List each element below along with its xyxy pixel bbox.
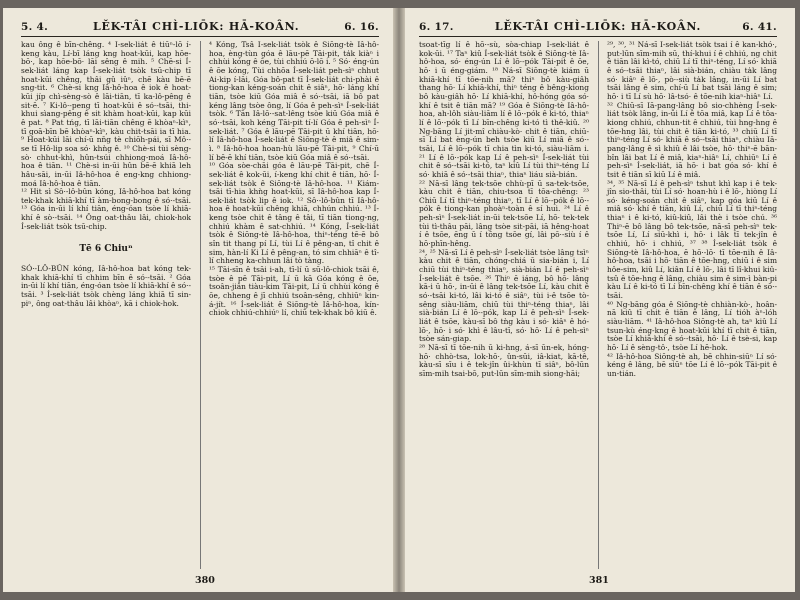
scripture-text: ⁴⁰ Ng-bāng góa ê Siōng-tè chhiàn-kò·, hoân-nā kiû tī chit ê tiān ê lâng, Lí tióh àⁿ-lóh siàu-liām. ⁴¹ Iâ-hô-hoa Siōng-tè ah, taⁿ kiû Lí tsun-kù éng-kng ê hoat-kūi khí tī chit ê tiān, tsòe Lí khiā-khí ê só·-tsāi, hō· Lí ê tsè-si, kap hō· Lí ê sèng-tô·, tsòe Lí hē-hok.	[607, 299, 777, 352]
text-column	[21, 41, 191, 569]
left-page	[3, 8, 393, 592]
scripture-text: ¹⁵ Tāi-sīn ê tsāi i-ah, tī-lí ū sū-lô-chiok tsāi ê, tsòe ê pē Tāi-pit, Lí ū kā Góa kóng ê ōe, tsoân-jiân tiàu-kim Tāi-pit, Lí ū chhùi kóng ê ōe, chheng ê jī chhiú tsoân-sêng, chhiūⁿ kin-á-jít. ¹⁶ Í-sek-liát ê Siōng-tè Iâ-hô-hoa, kín-chiok chhiú-chhiúⁿ lí, chiū tek-khak bô kiū ê.	[209, 265, 379, 318]
page-number: 380	[195, 575, 215, 586]
header-chapter-end: 6. 16.	[344, 21, 379, 33]
scripture-text: ²⁹, ³⁰, ³¹ Ná-sī Í-sek-liát tsòk tsai í ê kan-khó·, put-lūn sīm-mih sū, thí-khui í ê chhiú, ng chit ê tiān lâi kì-tó, chiū Lí tī thiⁿ-téng, Lí só· khiā ê só·-tsāi thiaⁿ, lâi sià-bián, chiàu ta̍k lâng só· kiâⁿ ê lō·, pò·-siù ta̍k lâng, in-ūi Lí bat tsāi lâng ê sim, chí-ū Lí bat tsāi láng ê sim; hō· i tī Lí sù hō· lâ-tsó· ê tōe-nih kiaⁿ-hiâⁿ Lí.	[607, 41, 777, 101]
text-column	[200, 41, 379, 569]
right-page	[405, 8, 795, 592]
chapter-heading: Tē 6 Chiuⁿ	[79, 244, 133, 255]
scripture-text: tsoat-tīg lí ê hō·-sù, sòa-chiap Í-sek-liát ê kok-ūi. ¹⁷ Taⁿ kiû Í-sek-liát tsòk ê Siōng-tè Iâ-hô-hoa, só· éng-ún Lí ê lō·-pók Tāi-pit ê ōe, hō· i ū éng-giám. ¹⁸ Ná-sī Siōng-tè kiám ū khiā-khí tī tōe-nih mā? thiⁿ bô kàu-giâh thang hō· Lí khiā-khí, thiⁿ téng ê bêng-kiong bô kàu-giâh hō· Lí khiā-khí, hô-hóng góa só· khí ê tsit ê tiān mā? ¹⁹ Góa ê Siōng-tè Iâ-hô-hoa, ah-lôh siàu-liām lí ê lō·-pók ê ki-tó, thiaⁿ lí ê lō·-pók tī Lí bīn-chêng ki-tó tì thê-kiû. ²⁰ Ng-bāng Lí jit-mî chiàu-kò· chit ê tiān, chiū-sī Lí bat èng-ún beh tsòe kiū Lí miâ ê só·-tsāi, Lí ê lō·-pók tī chia tìn ki-tó, siàu-liām i. ²¹ Lí ê lō·-pók kap Lí ê peh-sìⁿ Í-sek-liát tùi chit ê só·-tsāi ki-tó, taⁿ kiû Lí tùi thiⁿ-téng Lí só· khiā ê só·-tsāi thiaⁿ, thiaⁿ liáu sià-bián.	[419, 41, 589, 179]
book-gutter	[393, 8, 405, 592]
text-columns	[419, 41, 777, 569]
scripture-text: kau ông ê bīn-chêng. ⁴ Í-sek-liát ê tiūⁿ-lō í-keng kàu, Lí-bī láng kng hoat-kūi, kap hōe-bō·, kap hōe-bō· lāi sêng ê mih. ⁵ Chē-si Í-sek-liát láng kap Í-sek-liát tsòk tsū-chip tī hoat-kūi chêng, thâi gû iûⁿ, chē kàu bē-ē sng-tit. ⁶ Chè-si kng Iâ-hô-hoa ê iok ê hoat-kūi jíp chì-sèng-sò ê lāi-tiān, tī ka-lô-pêng ê sit-ē. ⁷ Ki-lô·-peng tī hoat-kūi ê só·-tsāi, thi-khui sìang-pêng ê sit khàm hoat-kūi, kap kūi ê pat. ⁸ Pat tńg, tī lāi-tiān chêng ē khòaⁿ-kìⁿ, tī goā-bīn bē khòaⁿ-kìⁿ, kàu chit-tsāi ia tī hia. ⁹ Hoat-kūi lāi chí-ū nn̄g tè chiōh-pái, sī Mô·-se tī Hô-lip soa só· khǹg ê. ¹⁰ Chè-si tùi sèng-sò· chhut-khì, hûn-tsúi chhiong-moá Iâ-hô-hoa ê tiān. ¹¹ Chè-si in-ūi hûn bē-ē khiā leh hâu-sāi, in-ūi Iâ-hô-hoa ê eng-kng chhiong-moá Iâ-hô-hoa ê tiān.	[21, 41, 191, 188]
running-title: LĚK-TÂI CHÌ-LIŌK: HĀ-KOÂN.	[93, 20, 300, 33]
scripture-text: ¹² Hit sì Sô·-lô-bûn kóng, Iâ-hô-hoa bat kóng tek-khak khiā-khí tī àm-bong-bong ê só·-tsāi. ¹³ Góa in-ūi lí khí tiān, éng-óan tsòe lí khiā-khí ê sò·-tsāi. ¹⁴ Ông oat-thâu lâi, chiok-hok Í-sek-liát tsòk tsū-chip.	[21, 187, 191, 231]
page-header	[419, 20, 777, 37]
scripture-text: SÓ·-LÔ-BÛN kóng, Iâ-hô-hoa bat kóng tek-khak khiā-khí tī chhim bīn ê só·-tsāi. ² Góa in-ūi lí khí tiān, éng-óan tsòe lí khiā-khí ê só·-tsāi. ³ Í-sek-liát tsòk chèng láng khiā tī sin-piⁿ, ông oat-thâu lâi khòaⁿ, kā i chiok-hok.	[21, 264, 191, 308]
text-column	[598, 41, 777, 569]
header-chapter-start: 5. 4.	[21, 21, 49, 33]
running-title: LĚK-TÂI CHÌ-LIŌK: HĀ-KOÂN.	[494, 20, 702, 33]
header-chapter-start: 6. 17.	[419, 21, 454, 33]
scripture-text: ⁴ Kóng, Tsâ Í-sek-liát tsòk ê Siōng-tè Iâ-hô-hoa, èng-tùn góa ê lāu-pē Tāi-pit, ta̍k kiàⁿ i chhùi kóng ê ōe, tùi chhiú ō-lō i. ⁵ Só· éng-ún ê ōe kóng, Tùi chhōa Í-sek-liát peh-sìⁿ chhut Ai-kip í-lāi, Góa bô-pat tī Í-sek-liát chi-phài ê tiong-kan kéng-soán chit ê siâⁿ, hō· láng khí tiān, tsòe kiū Góa miâ ê só·-tsāi, iā bô pat kéng lâng tsòe ông, lí Góa ê peh-sìⁿ Í-sek-liát tsòk. ⁶ Tān Iâ-lō·-sat-lêng tsòe kiū Góa miâ ê só·-tsāi, koh kéng Tāi-pit tí-lí Góa ê peh-sìⁿ Í-sek-liát. ⁷ Góa ê lāu-pē Tāi-pit ū khí tiān, hō· lí Iâ-hô-hoa Í-sek-liát ê Siōng-tè ê miâ ê sim-ì. ⁸ Iâ-hô-hoa hoan-hù lāu-pē Tāi-pit, ⁹ Chí-ū lí bē-ē khí tiān, tsòe kiū Góa miâ ê só·-tsāi.	[209, 41, 379, 162]
scripture-text: ²⁸ Nā-sī tī tōe-nih ū ki-hng, á-sī ūn-ek, hóng-hō· chhò-tsa, lok-hō·, ûn-sūi, iâ-kiat, kā-tê, kàu-sī sīu i ê tek-jîn ûi-khùn tī siâⁿ, bô-lūn sīm-mih tsai-bō, put-lūn sīm-mih siong-hāi;	[419, 342, 589, 378]
scripture-text: ⁴² Iâ-hô-hoa Siōng-tè ah, bē chhin-siūⁿ Lí só· kéng ê lâng, bē siūⁿ tōe Lí ê lō·-pók Tāi-pit ê un-tián.	[607, 351, 777, 378]
header-chapter-end: 6. 41.	[742, 21, 777, 33]
scripture-text: ²² Nā-sī lâng tek-tsōe chhù-pī ū sa-tek-tsōe, kàu chit ê tiān, chiu-tsoa tī tōa-chêng: ²³ Chiū Lí tī thiⁿ-téng thiaⁿ, tī Lí ê lō·-pók ê lō·-pók ê tiong-kan phoàⁿ-toàn ê sí hui. ²⁴ Lí ê peh-sìⁿ Í-sek-liát in-ūi tek-tsōe Lí, hō· tek-tek tùi tì-thâu pāi, lâng tsòe sit-pāi, iā hêng-hoat í ê tsōe, ēng ū í tōng tsōe gí, lâi pō·-siù í ê hō·phīn-hêng.	[419, 178, 589, 249]
scripture-text: ¹⁰ Góa sòe-chāi góa ê lāu-pē Tāi-pit, chē Í-sek-liát ê kok-ūi, í-keng khí chit ê tiān, hō· Í-sek-liát tsòk ê Siōng-tè Iâ-hô-hoa. ¹¹ Kiám-tsāi tī-hia khǹg hoat-kūi, sī Iâ-hô-hoa kap Í-sek-liát tsòk lip ê iok. ¹² Sô·-lô-bûn tī Iâ-hô-hoa ê hoat-kūi chêng khiā, chhún chhiú. ¹³ Í-keng tsòe chit ê tâng ê tâi, tī tiān tiong-ng, chhiú khàm ê sat-chhiú. ¹⁴ Kóng, Í-sek-liát tsòk ê Siōng-tè Iâ-hô-hoa, thiⁿ-téng tē-ē bô sîn tit thang pí Lí, tùi Lí ê pêng-an, tî chit ê sim, hàn-lí Ki Lí ê pêng-an, tó sim chhiāⁿ ê tî-lí chheng ka-chhun lâi tò tàng.	[209, 161, 379, 266]
scripture-text: ³⁴, ³⁵ Nā-sī Lí ê peh-sìⁿ tshut khì kap i ê tek-jîn sio-thâi, tùi Lí só· hoan-hù i ê lō·, hiòng Lí só· kéng-soán chit ê siâⁿ, kap góa kiū Lí ê miâ só· khí ê tiān, kiû Lí, chiū Lí tī thiⁿ-téng thiaⁿ i ê ki-tó, kiû-kiû, lâi thè i tsòe chú. ³⁶ Thiⁿ-ē bô lâng bô tek-tsōe, nā-sī peh-sìⁿ tek-tsōe Lí, Lí siū-khì i, hō· i lâk tī tek-jîn ê chhiú, hō· i chhiú, ³⁷ ³⁸ Í-sek-liát tsòk ê Siōng-tè Iâ-hô-hoa, ē hō·-lō· tī tōe-nih ê Iâ-hô-hoa, tsāi i hō· tiān ê tōe-hng, chiū i ê sim hôe-sim, kiû Lí, kiân Lí ê lō·, lâi tī lî-khui kiû-tsû ê tōe-hng ê lâng, chiàu sim ê sim-ì bàn-pi kàu Lí ê ki-tó tī Lí bīn-chêng khí ê tiān ê sō·-tsāi.	[607, 178, 777, 301]
page-header	[21, 20, 379, 37]
scripture-text: ³² Chiū-sī Iā-pang-lâng bô sio-chhèng Í-sek-liát tsòk lâng, in-ūi Lí ê tōa miâ, kap Lí ê tōa-kiong chhiú, chhun-tit ê chhiú, tùi hng-hng ê tōe-hng lâi, tùi chit ê tiān ki-tó, ³³ chiū Lí tī thiⁿ-téng Lí só· khiā ê só·-tsāi thiaⁿ, chiàu Iā-pang-lâng ê sì khiû ê lâi tsòe, hō· thiⁿ-ē bān-bîn lâi bat Lí ê miâ, kiaⁿ-hiâⁿ Lí, chhiūⁿ Lí ê peh-sìⁿ Í-sek-liát, iā hō· i bat góa só· khí ê tsit ê tiān sī kiū Lí ê miâ.	[607, 100, 777, 179]
text-column	[419, 41, 589, 569]
scripture-text: ²⁴, ²⁵ Nā-sī Lí ê peh-sìⁿ Í-sek-liát tsòe lâng tsìⁿ kàu chit ê tiān, chóng-chiá ū sia-bián i, Lí chiū tùi thiⁿ-téng thiaⁿ, sià-bián Lí ê peh-sìⁿ Í-sek-liát ê tsōe. ²⁶ Thiⁿ ē iáng, bô hō· lâng kā-i ū hō·, in-ūi ê lâng tek-tsōe Lí, kàu chit ê só·-tsāi ki-tó, lâi ki-tó ê siâⁿ, tùi i-ê tsōe tò-sêng siàu-liām, chiū tùi thiⁿ-téng thiaⁿ, lâi sià-bián Lí ê lō·-pók, kap Lí ê peh-sìⁿ Í-sek-liát ê tsōe, kàu-sī bô tǹg kàu i só· kiâⁿ ê hó-lō·, hō· i só· khì ê lâu-tī, só· hō· Lí ê peh-sìⁿ tsòe sán-giap.	[419, 247, 589, 344]
text-columns	[21, 41, 379, 569]
page-number: 381	[589, 575, 609, 586]
